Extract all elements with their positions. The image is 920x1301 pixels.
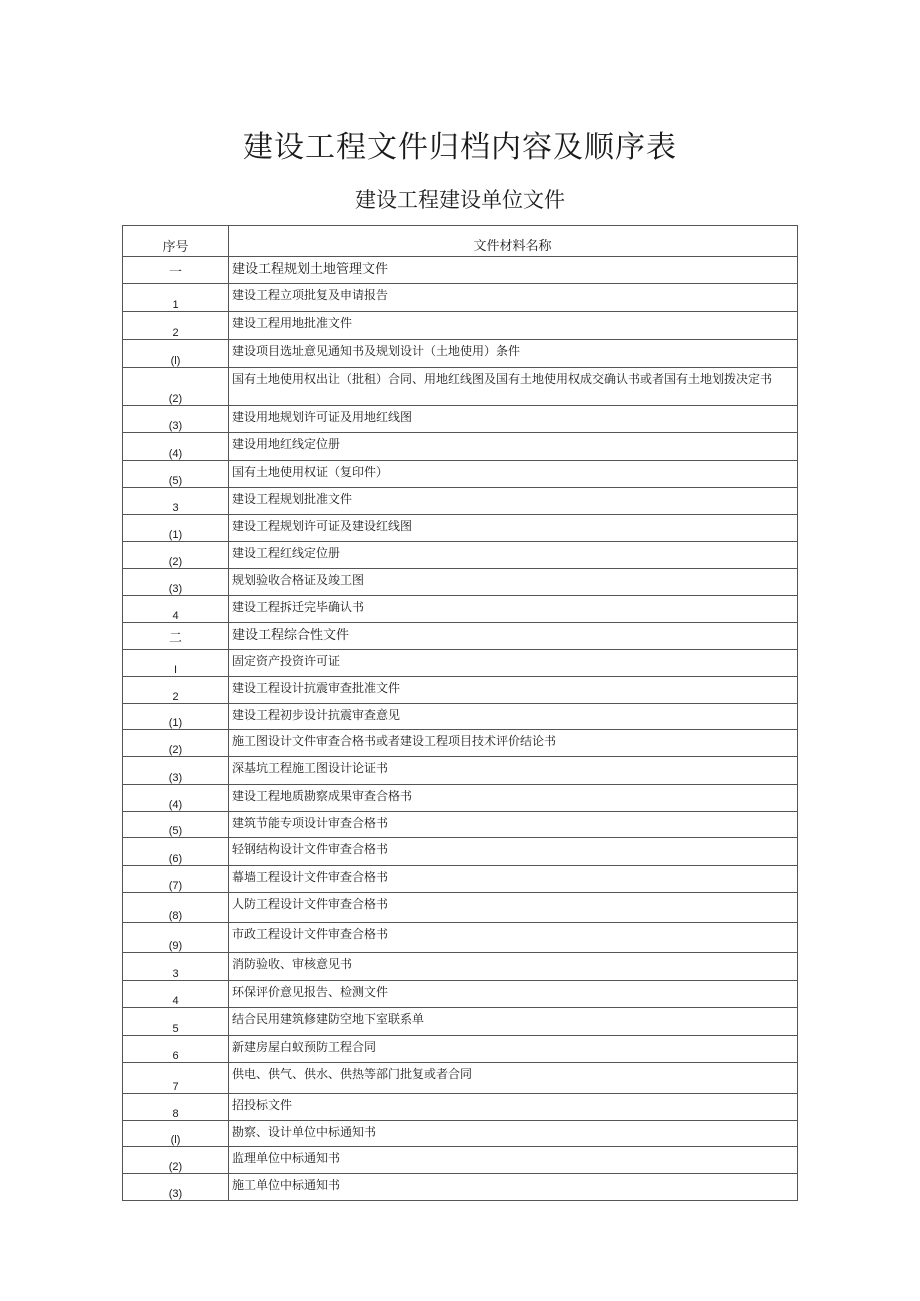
row-document-name: 固定资产投资许可证 (229, 650, 798, 677)
row-number: 3 (123, 953, 229, 981)
table-row (123, 704, 798, 730)
row-document-name: 建设工程规划许可证及建设红线图 (229, 515, 798, 542)
row-document-name: 人防工程设计文件审查合格书 (229, 893, 798, 923)
section-row (123, 623, 798, 650)
row-document-name: 招投标文件 (229, 1094, 798, 1121)
table-row (123, 757, 798, 785)
page-subtitle: 建设工程建设单位文件 (355, 188, 565, 212)
row-number: (7) (123, 866, 229, 893)
archive-table-body (123, 226, 798, 1201)
table-row (123, 433, 798, 461)
row-number: 7 (123, 1063, 229, 1094)
row-number: (1) (123, 515, 229, 542)
row-document-name: 建设工程红线定位册 (229, 542, 798, 569)
row-number: 2 (123, 312, 229, 340)
table-header-row (123, 226, 798, 257)
table-row (123, 488, 798, 515)
row-number: (9) (123, 923, 229, 953)
table-row (123, 812, 798, 838)
page-title: 建设工程文件归档内容及顺序表 (243, 130, 677, 165)
row-number: (l) (123, 340, 229, 368)
row-number: (2) (123, 542, 229, 569)
row-number: (1) (123, 704, 229, 730)
table-row (123, 284, 798, 312)
row-number: 6 (123, 1036, 229, 1063)
row-document-name: 勘察、设计单位中标通知书 (229, 1121, 798, 1147)
table-row (123, 785, 798, 812)
row-number: 4 (123, 596, 229, 623)
row-document-name: 建设用地红线定位册 (229, 433, 798, 461)
row-number: (l) (123, 1121, 229, 1147)
row-number: (3) (123, 569, 229, 596)
row-number: 8 (123, 1094, 229, 1121)
table-row (123, 730, 798, 757)
row-document-name: 建设工程初步设计抗震审查意见 (229, 704, 798, 730)
row-number: 二 (123, 623, 229, 650)
row-document-name: 市政工程设计文件审查合格书 (229, 923, 798, 953)
table-row (123, 340, 798, 368)
row-document-name: 结合民用建筑修建防空地下室联系单 (229, 1008, 798, 1036)
row-document-name: 建筑节能专项设计审查合格书 (229, 812, 798, 838)
row-number: (4) (123, 785, 229, 812)
table-row (123, 596, 798, 623)
table-row (123, 1008, 798, 1036)
row-document-name: 建设项目选址意见通知书及规划设计（土地使用）条件 (229, 340, 798, 368)
row-number: (4) (123, 433, 229, 461)
row-document-name: 建设工程设计抗震审查批准文件 (229, 677, 798, 704)
row-document-name: 消防验收、审核意见书 (229, 953, 798, 981)
row-document-name: 新建房屋白蚁预防工程合同 (229, 1036, 798, 1063)
table-row (123, 1147, 798, 1174)
row-number: (3) (123, 1174, 229, 1201)
row-number: 3 (123, 488, 229, 515)
table-row (123, 569, 798, 596)
row-document-name: 建设工程规划批准文件 (229, 488, 798, 515)
table-row (123, 312, 798, 340)
row-number: I (123, 650, 229, 677)
header-no: 序号 (123, 226, 229, 257)
table-row (123, 542, 798, 569)
row-number: 一 (123, 257, 229, 284)
row-document-name: 国有土地使用权出让（批租）合同、用地红线图及国有土地使用权成交确认书或者国有土地划拨决定书 (229, 368, 798, 406)
table-row (123, 1063, 798, 1094)
row-document-name: 建设工程用地批准文件 (229, 312, 798, 340)
row-number: 5 (123, 1008, 229, 1036)
row-document-name: 监理单位中标通知书 (229, 1147, 798, 1174)
row-document-name: 深基坑工程施工图设计论证书 (229, 757, 798, 785)
row-document-name: 建设工程立项批复及申请报告 (229, 284, 798, 312)
table-row (123, 406, 798, 433)
table-row (123, 461, 798, 488)
row-document-name: 环保评价意见报告、检测文件 (229, 981, 798, 1008)
row-number: (3) (123, 757, 229, 785)
row-number: (2) (123, 1147, 229, 1174)
row-number: (3) (123, 406, 229, 433)
row-number: (2) (123, 368, 229, 406)
row-document-name: 供电、供气、供水、供热等部门批复或者合同 (229, 1063, 798, 1094)
row-document-name: 幕墙工程设计文件审查合格书 (229, 866, 798, 893)
table-row (123, 838, 798, 866)
table-row (123, 650, 798, 677)
row-document-name: 建设用地规划许可证及用地红线图 (229, 406, 798, 433)
archive-table (122, 225, 798, 1201)
table-row (123, 866, 798, 893)
table-row (123, 923, 798, 953)
row-document-name: 建设工程规划土地管理文件 (229, 257, 798, 284)
row-document-name: 国有土地使用权证（复印件） (229, 461, 798, 488)
row-number: (8) (123, 893, 229, 923)
table-row (123, 515, 798, 542)
table-row (123, 893, 798, 923)
row-number: 2 (123, 677, 229, 704)
table-row (123, 368, 798, 406)
section-row (123, 257, 798, 284)
row-number: (5) (123, 812, 229, 838)
table-row (123, 1036, 798, 1063)
row-document-name: 建设工程地质勘察成果审查合格书 (229, 785, 798, 812)
row-document-name: 建设工程拆迁完毕确认书 (229, 596, 798, 623)
header-name: 文件材料名称 (229, 226, 798, 257)
table-row (123, 981, 798, 1008)
row-number: (5) (123, 461, 229, 488)
table-row (123, 1094, 798, 1121)
row-document-name: 施工单位中标通知书 (229, 1174, 798, 1201)
table-row (123, 677, 798, 704)
row-number: 4 (123, 981, 229, 1008)
row-number: (6) (123, 838, 229, 866)
table-row (123, 1174, 798, 1201)
row-document-name: 施工图设计文件审查合格书或者建设工程项目技术评价结论书 (229, 730, 798, 757)
row-document-name: 轻钢结构设计文件审查合格书 (229, 838, 798, 866)
table-row (123, 953, 798, 981)
row-number: 1 (123, 284, 229, 312)
row-number: (2) (123, 730, 229, 757)
row-document-name: 规划验收合格证及竣工图 (229, 569, 798, 596)
table-row (123, 1121, 798, 1147)
row-document-name: 建设工程综合性文件 (229, 623, 798, 650)
